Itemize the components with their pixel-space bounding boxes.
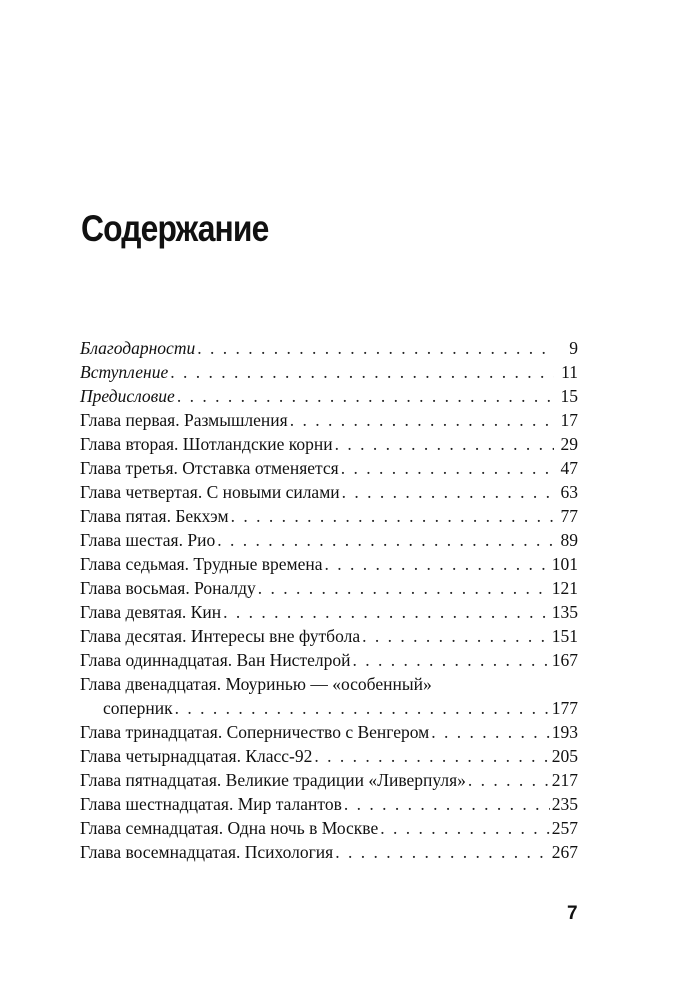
toc-entry-page: 63 — [560, 482, 578, 502]
toc-entry — [80, 672, 578, 720]
toc-entry-page: 193 — [551, 722, 578, 742]
toc-entry — [80, 744, 578, 768]
toc-entry-page: 89 — [560, 530, 578, 550]
toc-entry-page: 167 — [551, 650, 578, 670]
toc-entry-label: Глава тринадцатая. Соперничество с Венгером — [80, 722, 430, 742]
toc-entry — [80, 624, 578, 648]
toc-entry-label: Вступление — [80, 362, 169, 382]
toc-entry — [80, 816, 578, 840]
toc-entry-page: 17 — [560, 410, 578, 430]
toc-entry — [80, 432, 578, 456]
dot-leader — [258, 576, 550, 600]
dot-leader — [342, 480, 554, 504]
dot-leader — [175, 696, 550, 720]
toc-entry — [80, 336, 578, 360]
toc-entry-label: Глава одиннадцатая. Ван Нистелрой — [80, 650, 351, 670]
dot-leader — [431, 720, 550, 744]
toc-entry — [80, 600, 578, 624]
toc-entry — [80, 504, 578, 528]
toc-entry-page: 151 — [551, 626, 578, 646]
toc-entry-label: Глава четырнадцатая. Класс-92 — [80, 746, 313, 766]
toc-entry-label: Глава седьмая. Трудные времена — [80, 554, 323, 574]
dot-leader — [341, 456, 554, 480]
dot-leader — [344, 792, 550, 816]
toc-entry-page: 101 — [551, 554, 578, 574]
toc-entry-page: 9 — [569, 338, 578, 358]
toc-entry-label: Глава четвертая. С новыми силами — [80, 482, 340, 502]
toc-entry — [80, 384, 578, 408]
toc-entry — [80, 792, 578, 816]
dot-leader — [335, 432, 554, 456]
toc-entry-page: 11 — [561, 362, 578, 382]
toc-entry-page: 257 — [551, 818, 578, 838]
toc-entry-page: 205 — [551, 746, 578, 766]
toc-entry-label: Глава пятнадцатая. Великие традиции «Ливерпуля» — [80, 770, 466, 790]
toc-entry-page: 267 — [551, 842, 578, 862]
toc-entry — [80, 360, 578, 384]
toc-entry-page: 235 — [551, 794, 578, 814]
toc-entry-page: 135 — [551, 602, 578, 622]
toc-entry-label: Глава девятая. Кин — [80, 602, 222, 622]
table-of-contents — [80, 336, 578, 864]
toc-entry — [80, 576, 578, 600]
toc-entry — [80, 528, 578, 552]
toc-entry-label: Глава шестая. Рио — [80, 530, 216, 550]
dot-leader — [231, 504, 554, 528]
dot-leader — [217, 528, 554, 552]
page-title: Содержание — [81, 208, 269, 249]
dot-leader — [314, 744, 549, 768]
toc-entry-label-continuation: соперник — [103, 698, 173, 718]
toc-entry-label: Глава восьмая. Роналду — [80, 578, 256, 598]
toc-entry-page: 217 — [551, 770, 578, 790]
toc-entry — [80, 768, 578, 792]
toc-entry-page: 121 — [551, 578, 578, 598]
toc-entry — [80, 408, 578, 432]
toc-entry — [80, 552, 578, 576]
toc-entry-label: Глава восемнадцатая. Психология — [80, 842, 334, 862]
dot-leader — [468, 768, 550, 792]
toc-entry-page: 77 — [560, 506, 578, 526]
toc-entry-label: Глава десятая. Интересы вне футбола — [80, 626, 361, 646]
dot-leader — [325, 552, 550, 576]
dot-leader — [197, 336, 554, 360]
toc-entry-label: Глава первая. Размышления — [80, 410, 288, 430]
toc-entry — [80, 480, 578, 504]
dot-leader — [380, 816, 550, 840]
toc-entry-label: Глава третья. Отставка отменяется — [80, 458, 339, 478]
dot-leader — [362, 624, 550, 648]
toc-entry — [80, 840, 578, 864]
toc-entry-label: Благодарности — [80, 338, 196, 358]
page-number: 7 — [567, 903, 578, 924]
toc-entry-page: 15 — [560, 386, 578, 406]
dot-leader — [290, 408, 554, 432]
toc-entry-label: Глава семнадцатая. Одна ночь в Москве — [80, 818, 379, 838]
dot-leader — [177, 384, 554, 408]
toc-entry — [80, 456, 578, 480]
toc-entry-label: Глава двенадцатая. Моуринью — «особенный» — [80, 674, 432, 694]
toc-entry — [80, 720, 578, 744]
dot-leader — [335, 840, 550, 864]
toc-entry-page: 47 — [560, 458, 578, 478]
toc-entry-label: Глава вторая. Шотландские корни — [80, 434, 333, 454]
toc-entry-label: Предисловие — [80, 386, 175, 406]
toc-entry-page: 29 — [560, 434, 578, 454]
toc-entry-label: Глава шестнадцатая. Мир талантов — [80, 794, 342, 814]
toc-entry-label: Глава пятая. Бекхэм — [80, 506, 229, 526]
toc-entry — [80, 648, 578, 672]
dot-leader — [352, 648, 549, 672]
dot-leader — [170, 360, 554, 384]
dot-leader — [223, 600, 550, 624]
toc-entry-page: 177 — [551, 698, 578, 718]
